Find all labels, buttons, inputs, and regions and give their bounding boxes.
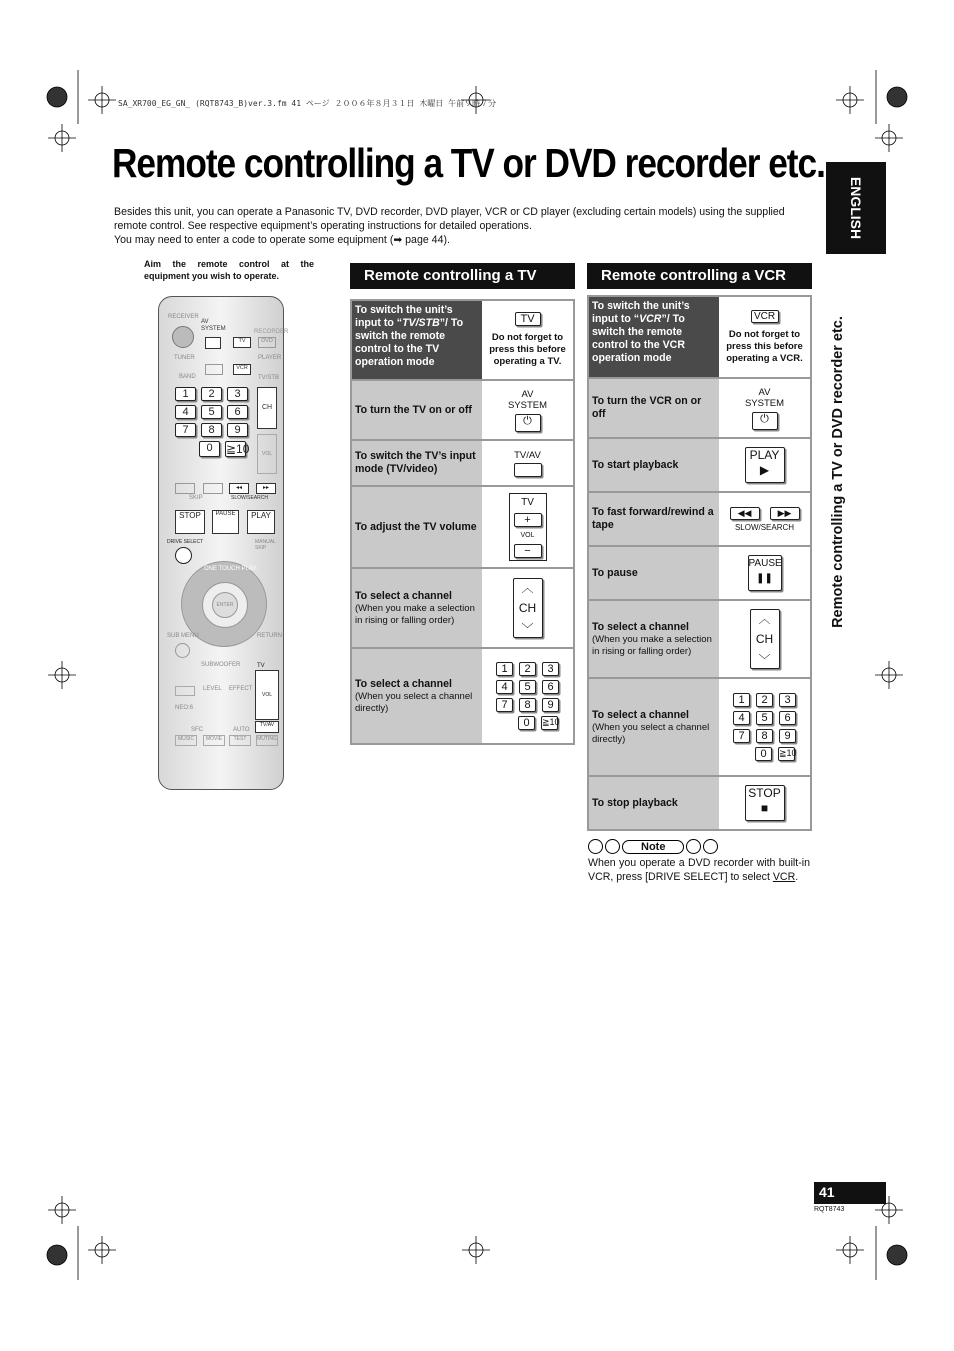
file-header-line: SA_XR700_EG_GN_ (RQT8743_B)ver.3.fm 41 ページ ２００６年８月３１日 木曜日 午前９時７分 (118, 99, 497, 108)
remote-digit-8: 8 (201, 423, 222, 437)
vcr-row-pause (589, 545, 810, 599)
remote-receiver-label: RECEIVER (168, 314, 199, 320)
remote-player-label: PLAYER (258, 355, 282, 361)
note-text-vcr: VCR (772, 871, 796, 883)
remote-music-button: MUSIC (175, 735, 197, 746)
vcr-channel-rocker (750, 609, 780, 669)
chevron-up-icon: ︿ (521, 581, 534, 595)
remote-digit-0: 0 (199, 441, 220, 457)
tv-channel-direct-sub: (When you select a channel directly) (355, 691, 473, 714)
note-box (588, 839, 810, 884)
tv-av-system-label: AV SYSTEM (507, 388, 548, 411)
remote-sub-menu-button (175, 643, 190, 658)
vcr-digit-9: 9 (779, 729, 796, 743)
page-title: Remote controlling a TV or DVD recorder etc. (112, 140, 825, 186)
tv-power-label: To turn the TV on or off (352, 381, 482, 439)
remote-digit-1: 1 (175, 387, 196, 401)
tv-switch-label (352, 301, 482, 379)
vcr-digit-8: 8 (756, 729, 773, 743)
tv-mode-key: TV (515, 312, 541, 326)
remote-dvd-button: DVD (258, 337, 276, 348)
tv-volume-pic (482, 487, 573, 567)
side-title: Remote controlling a TV or DVD recorder etc. (830, 316, 846, 628)
tv-volume-up-icon: + (514, 513, 542, 527)
remote-tv-button: TV (233, 337, 251, 348)
vcr-play-key (745, 447, 785, 483)
vcr-play-key-label: PLAY (749, 448, 780, 462)
remote-enter-button: ENTER (212, 592, 238, 618)
chevron-down-icon: ﹀ (758, 653, 771, 667)
remote-digit-3: 3 (227, 387, 248, 401)
vcr-channel-step-sub: (When you make a selection in rising or falling order) (592, 634, 712, 657)
remote-tv-volume-keys: VOL (255, 670, 279, 720)
note-text (588, 856, 810, 884)
remote-test-button: TEST (229, 735, 251, 746)
english-tab-label: ENGLISH (848, 176, 864, 240)
tv-section-heading: Remote controlling a TV (350, 263, 575, 289)
remote-digit-keys (175, 387, 253, 457)
vcr-digit-0: 0 (755, 747, 772, 761)
vcr-row-stop (589, 775, 810, 829)
tv-power-pic (482, 381, 573, 439)
vcr-digit-10plus: ≧10 (778, 747, 795, 761)
vcr-stop-label: To stop playback (589, 777, 719, 829)
remote-digit-5: 5 (201, 405, 222, 419)
remote-digit-10plus: ≧10 (226, 442, 250, 456)
remote-movie-button: MOVIE (203, 735, 225, 746)
remote-vcr-button: VCR (233, 364, 251, 375)
vcr-channel-direct-sub: (When you select a channel directly) (592, 722, 710, 745)
vcr-channel-step-pic (719, 601, 810, 677)
tv-digit-9: 9 (542, 698, 559, 712)
vcr-section-heading: Remote controlling a VCR (587, 263, 812, 289)
remote-skip-label: SKIP (189, 495, 203, 501)
remote-subwoofer-label: SUBWOOFER (201, 662, 241, 668)
tv-row-input-mode (352, 439, 573, 485)
tv-digit-4: 4 (496, 680, 513, 694)
vcr-switch-suffix: ”/ To switch the remote control to the VCR operation mode (592, 313, 685, 364)
remote-slow-search-label: SLOW/SEARCH (231, 495, 268, 501)
remote-digit-9: 9 (227, 423, 248, 437)
vcr-digit-3: 3 (779, 693, 796, 707)
tv-switch-note: Do not forget to press this before operating a TV. (489, 332, 566, 367)
tv-row-volume (352, 485, 573, 567)
remote-tvstb-label: TV/STB (258, 375, 280, 381)
remote-tv-vol-tv-label: TV (257, 663, 265, 669)
vcr-pause-key-label: PAUSE (748, 558, 782, 569)
tv-digit-0: 0 (518, 716, 535, 730)
vcr-digit-4: 4 (733, 711, 750, 725)
vcr-row-power (589, 377, 810, 437)
remote-return-label: RETURN (257, 633, 282, 639)
tv-switch-pic (482, 301, 573, 379)
tv-row-channel-step (352, 567, 573, 647)
tv-power-icon: ⏻ (515, 414, 541, 432)
note-label: Note (622, 840, 684, 854)
remote-dts-button (175, 686, 195, 696)
vcr-row-switch-input (589, 295, 810, 377)
remote-skip-forward (203, 483, 223, 494)
remote-av-power-button (205, 337, 221, 349)
note-text-before: When you operate a DVD recorder with built-in VCR, press [DRIVE SELECT] to select (588, 857, 810, 883)
remote-channel-rocker: CH (257, 387, 277, 429)
note-header (588, 839, 810, 854)
english-tab (826, 162, 886, 254)
vcr-digit-7: 7 (733, 729, 750, 743)
vcr-switch-label (589, 297, 719, 377)
vcr-row-ffrew (589, 491, 810, 545)
vcr-channel-step-label: To select a channel (592, 621, 689, 633)
vcr-section (587, 263, 812, 831)
remote-digit-4: 4 (175, 405, 196, 419)
play-icon: ▶ (759, 463, 770, 477)
vcr-digit-6: 6 (779, 711, 796, 725)
tv-digit-keys (482, 649, 573, 743)
vcr-row-play (589, 437, 810, 491)
vcr-stop-key (745, 785, 785, 821)
fast-forward-icon: ▶▶ (770, 507, 800, 520)
tv-row-power (352, 379, 573, 439)
remote-sfc-label: SFC (191, 727, 203, 733)
tv-table (350, 299, 575, 745)
vcr-switch-note: Do not forget to press this before operating a VCR. (726, 328, 803, 364)
page-number-box (814, 1182, 886, 1204)
tv-volume-down-icon: − (514, 544, 542, 558)
tv-switch-value: TV/STB (402, 317, 440, 329)
rewind-icon: ◀◀ (730, 507, 760, 520)
tv-row-channel-direct (352, 647, 573, 743)
vcr-digit-1: 1 (733, 693, 750, 707)
tv-channel-ch-label: CH (518, 601, 537, 615)
remote-play-button: PLAY (247, 510, 275, 534)
tv-channel-step-label: To select a channel (355, 590, 452, 602)
vcr-channel-step-label-box (589, 601, 719, 677)
tv-section (350, 263, 575, 745)
remote-cd-button (205, 364, 223, 375)
vcr-row-channel-direct (589, 677, 810, 775)
remote-tv-av-button: TV/AV (255, 721, 279, 733)
vcr-switch-value: VCR (639, 313, 662, 325)
tv-volume-vol-label: VOL (520, 531, 535, 539)
remote-level-label: LEVEL (203, 686, 222, 692)
remote-muting-button: MUTING (256, 735, 278, 746)
model-code: RQT8743 (814, 1206, 845, 1213)
remote-av-system-label: AV SYSTEM (201, 319, 226, 332)
remote-rewind-button: ◂◂ (229, 483, 249, 494)
remote-tuner-label: TUNER (174, 355, 195, 361)
vcr-stop-pic (719, 777, 810, 829)
remote-digit-7: 7 (175, 423, 196, 437)
remote-skip-back (175, 483, 195, 494)
vcr-power-icon: ⏻ (752, 412, 778, 430)
tv-input-mode-pic (482, 441, 573, 485)
tv-row-switch-input (352, 299, 573, 379)
tv-volume-label: To adjust the TV volume (352, 487, 482, 567)
tv-digit-10plus: ≧10 (541, 716, 558, 730)
vcr-pause-pic (719, 547, 810, 599)
vcr-digit-2: 2 (756, 693, 773, 707)
note-text-after: . (795, 871, 799, 883)
vcr-channel-ch-label: CH (755, 632, 774, 646)
remote-auto-label: AUTO (233, 727, 250, 733)
tv-digit-1: 1 (496, 662, 513, 676)
remote-drive-select-label: DRIVE SELECT (167, 539, 204, 545)
tv-input-mode-label: To switch the TV’s input mode (TV/video) (352, 441, 482, 485)
remote-control-illustration (158, 296, 289, 790)
remote-neo6-label: NEO:6 (175, 705, 194, 711)
tv-channel-direct-label: To select a channel (355, 678, 452, 690)
intro-text (114, 205, 814, 247)
tv-channel-direct-label-box (352, 649, 482, 743)
remote-volume-rocker: VOL (257, 434, 277, 474)
vcr-play-label: To start playback (589, 439, 719, 491)
intro-line-2: You may need to enter a code to operate some equipment (➡ page 44). (114, 234, 450, 246)
vcr-channel-direct-label: To select a channel (592, 709, 689, 721)
vcr-play-pic (719, 439, 810, 491)
vcr-power-pic (719, 379, 810, 437)
tv-channel-step-label-box (352, 569, 482, 647)
vcr-ffrew-pic (719, 493, 810, 545)
tv-digit-3: 3 (542, 662, 559, 676)
intro-line-1: Besides this unit, you can operate a Panasonic TV, DVD recorder, DVD player, VCR or CD player (excluding certain models) using the supplied remote control. See respective equipment’s operating instructions for detailed operations. (114, 206, 785, 232)
aim-instruction: Aim the remote control at the equipment you wish to operate. (144, 259, 314, 281)
tv-av-key (514, 463, 542, 477)
receiver-power-button (172, 326, 194, 348)
pause-icon: ❚❚ (756, 573, 773, 584)
remote-pause-button: PAUSE (212, 510, 239, 534)
vcr-slow-search-label: SLOW/SEARCH (734, 522, 795, 532)
tv-digit-6: 6 (542, 680, 559, 694)
vcr-ffrew-label: To fast forward/rewind a tape (589, 493, 719, 545)
tv-channel-step-sub: (When you make a selection in rising or falling order) (355, 603, 475, 626)
vcr-digit-5: 5 (756, 711, 773, 725)
vcr-power-label: To turn the VCR on or off (589, 379, 719, 437)
remote-sub-menu-label: SUB MENU (167, 633, 199, 639)
remote-stop-button: STOP (175, 510, 205, 534)
tv-digit-8: 8 (519, 698, 536, 712)
vcr-pause-key (748, 555, 782, 591)
remote-recorder-label: RECORDER (254, 329, 289, 335)
tv-switch-suffix: ”/ To switch the remote control to the TV operation mode (355, 317, 464, 368)
chevron-down-icon: ﹀ (521, 622, 534, 636)
remote-band-label: BAND (179, 374, 196, 380)
tv-channel-rocker (513, 578, 543, 638)
vcr-stop-key-label: STOP (748, 786, 781, 800)
tv-channel-step-pic (482, 569, 573, 647)
vcr-mode-key: VCR (751, 310, 779, 323)
vcr-switch-prefix: To switch the unit’s input to “ (592, 300, 690, 325)
vcr-row-channel-step (589, 599, 810, 677)
remote-manual-skip-label: MANUAL SKIP (255, 539, 276, 551)
remote-effect-label: EFFECT (229, 686, 253, 692)
stop-icon: ■ (760, 801, 769, 815)
vcr-pause-label: To pause (589, 547, 719, 599)
chevron-up-icon: ︿ (758, 612, 771, 626)
vcr-av-system-label: AV SYSTEM (744, 386, 785, 409)
tv-av-key-label: TV/AV (514, 449, 541, 461)
tv-volume-keys (509, 493, 547, 561)
page-number: 41 (819, 1184, 835, 1200)
tv-digit-2: 2 (519, 662, 536, 676)
vcr-digit-keys (719, 679, 810, 775)
vcr-table (587, 295, 812, 831)
remote-drive-select-button (175, 547, 192, 564)
remote-fastforward-button: ▸▸ (256, 483, 276, 494)
tv-digit-5: 5 (519, 680, 536, 694)
remote-digit-2: 2 (201, 387, 222, 401)
vcr-switch-pic (719, 297, 810, 377)
remote-digit-6: 6 (227, 405, 248, 419)
vcr-channel-direct-label-box (589, 679, 719, 775)
tv-volume-tv-label: TV (521, 496, 534, 508)
remote-one-touch-play-label: ONE TOUCH PLAY (204, 566, 257, 572)
tv-digit-7: 7 (496, 698, 513, 712)
tv-switch-prefix: To switch the unit’s input to “ (355, 304, 453, 329)
